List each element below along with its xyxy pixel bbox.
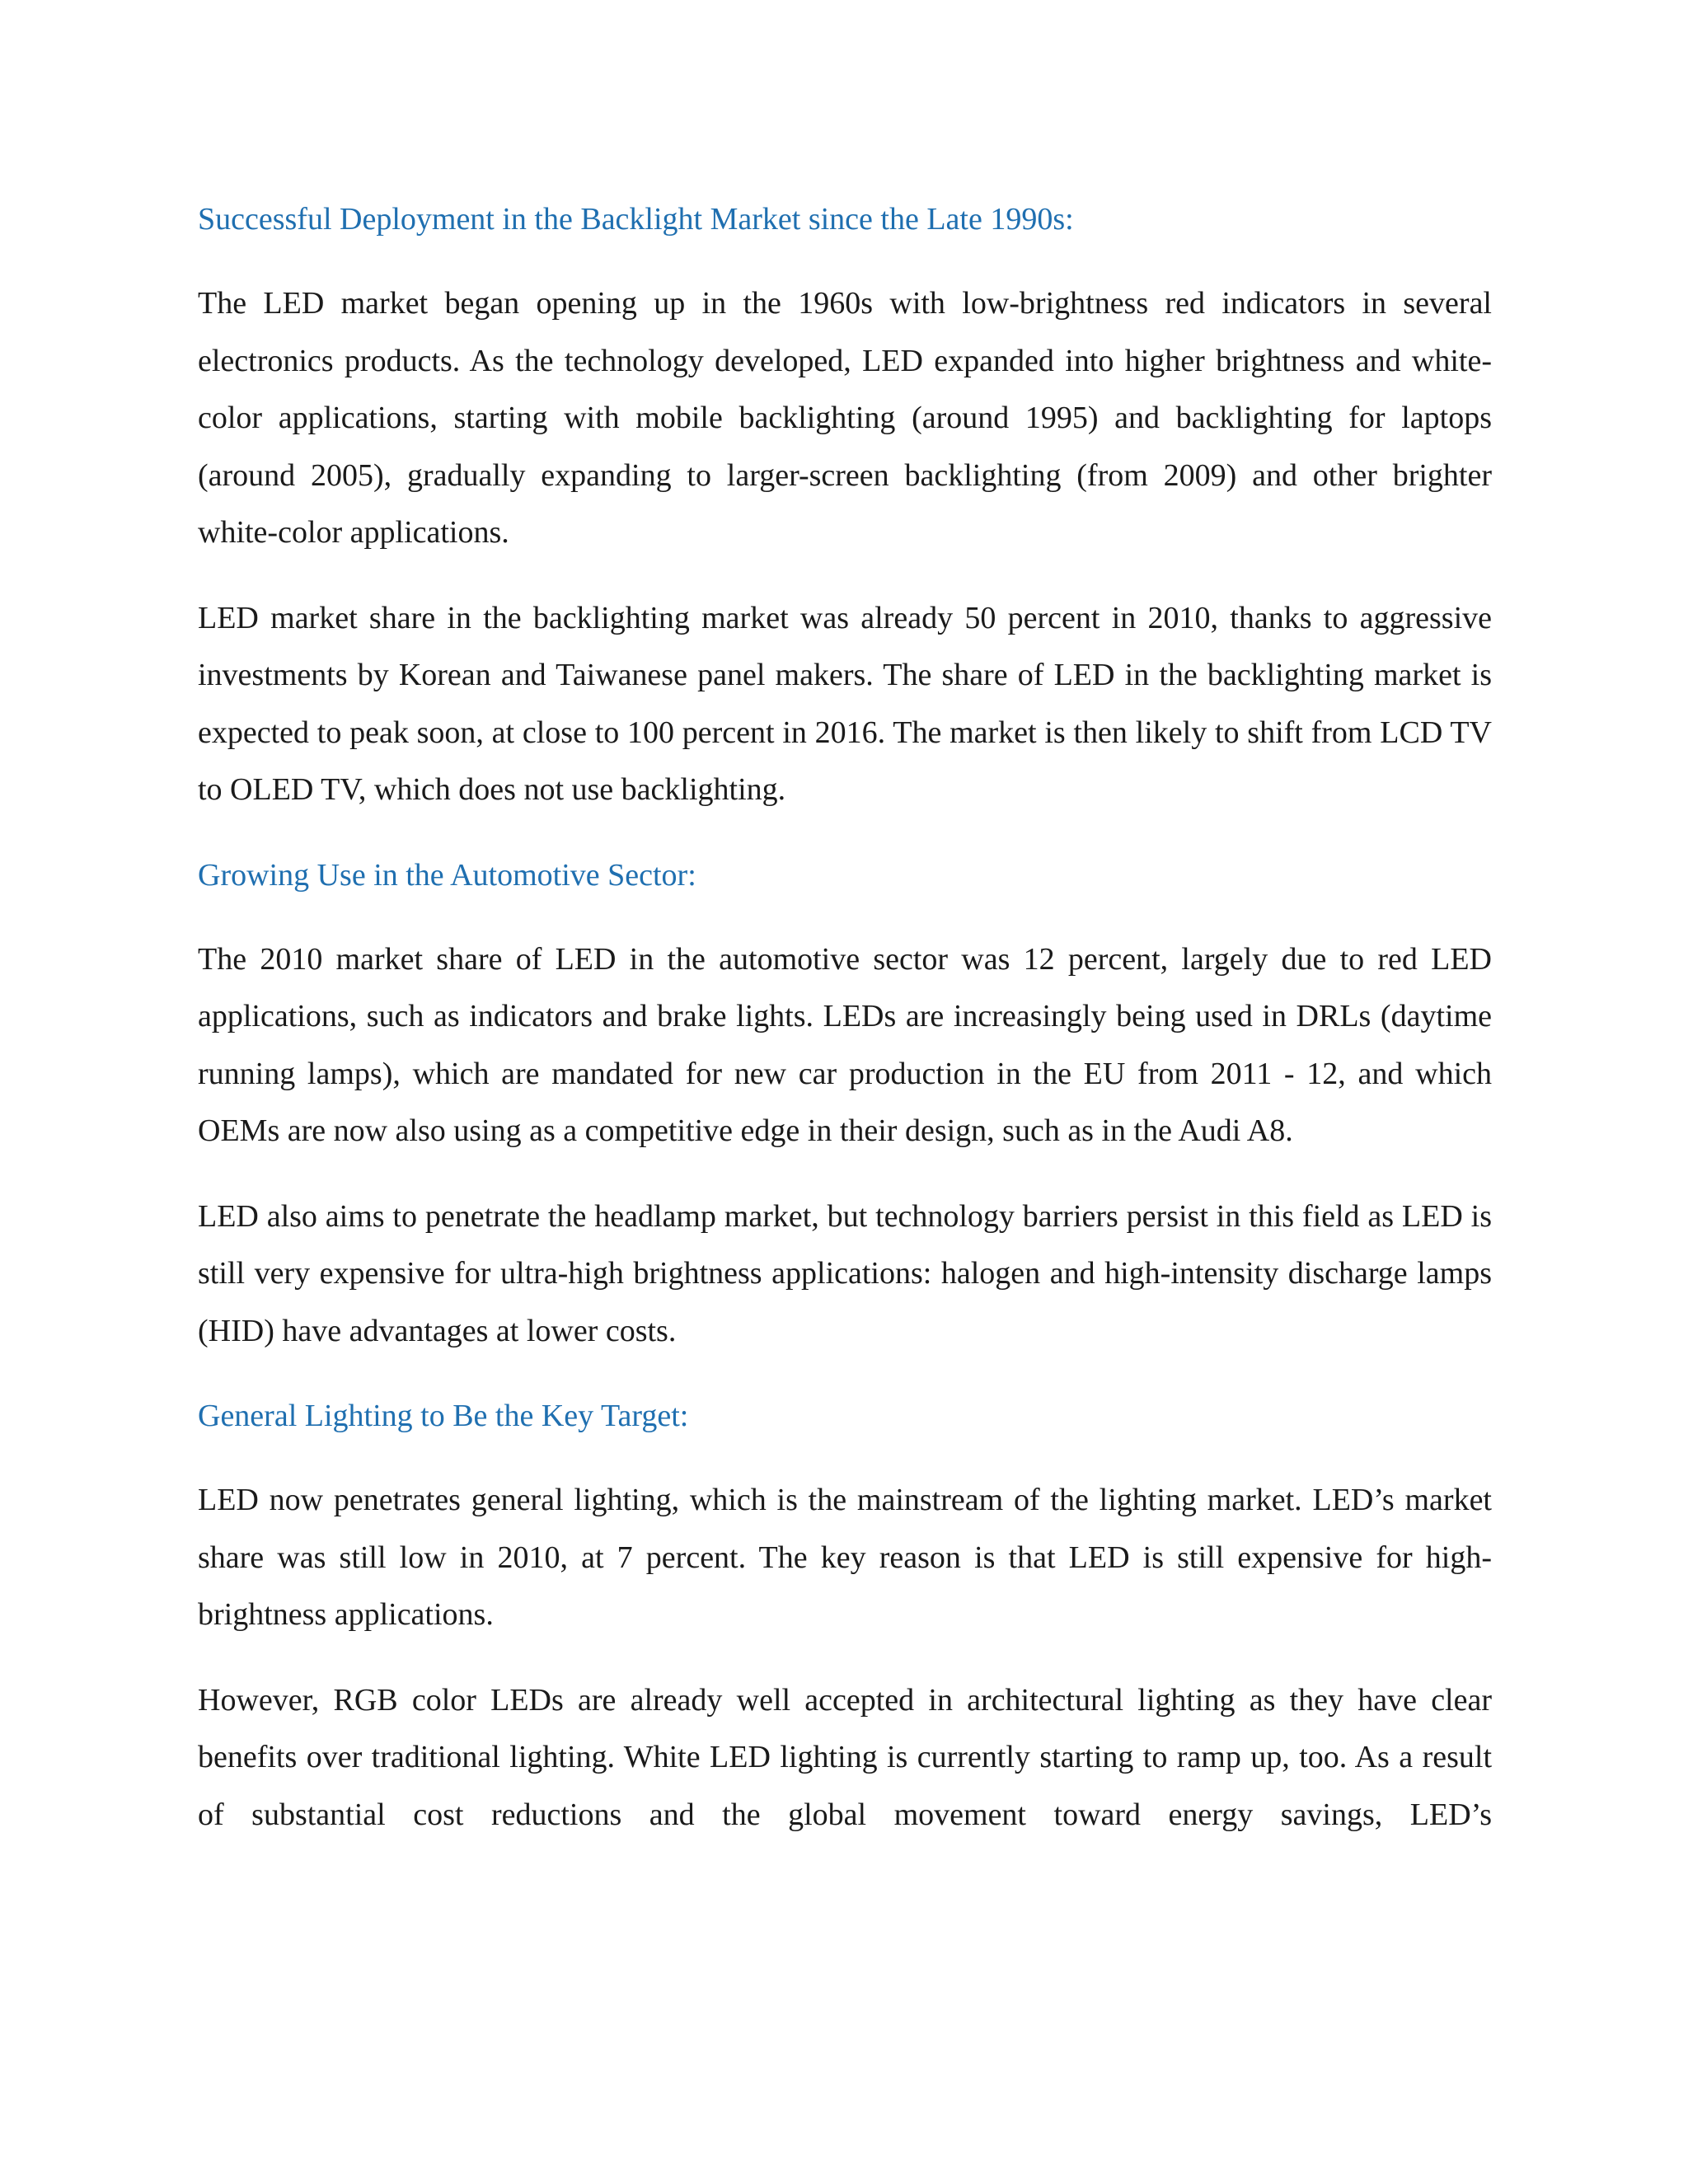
paragraph-backlight-share: LED market share in the backlighting market was already 50 percent in 2010, thanks to aggressive investments by Korean and Taiwanese panel makers. The share of LED in the backlighting market is expected to peak soon, at close to 100 percent in 2016. The market is then likely to shift from LCD TV to OLED TV, which does not use backlighting.	[198, 600, 1492, 807]
paragraph-headlamp: LED also aims to penetrate the headlamp market, but technology barriers persist in this field as LED is still very expensive for ultra-high brightness applications: halogen and high-intensity discharge lamps (HID) have advantages at lower costs.	[198, 1198, 1492, 1348]
document-page	[198, 191, 1492, 1872]
section-heading-general-lighting: General Lighting to Be the Key Target:	[198, 1399, 689, 1433]
paragraph-rgb-leds: However, RGB color LEDs are already well accepted in architectural lighting as they have clear benefits over traditional lighting. White LED lighting is currently starting to ramp up, too. As a result of substantial cost reductions and the global movement toward energy savings, LED’s	[198, 1682, 1492, 1832]
paragraph-led-history: The LED market began opening up in the 1960s with low-brightness red indicators in several electronics products. As the technology developed, LED expanded into higher brightness and white-color applications, starting with mobile backlighting (around 1995) and backlighting for laptops (around 2005), gradually expanding to larger-screen backlighting (from 2009) and other brighter white-color applications.	[198, 286, 1492, 550]
paragraph-general-lighting: LED now penetrates general lighting, which is the mainstream of the lighting market. LED’s market share was still low in 2010, at 7 percent. The key reason is that LED is still expensive for high-brightness applications.	[198, 1483, 1492, 1632]
section-heading-backlight: Successful Deployment in the Backlight Market since the Late 1990s:	[198, 202, 1074, 237]
section-heading-automotive: Growing Use in the Automotive Sector:	[198, 857, 696, 893]
paragraph-automotive-share: The 2010 market share of LED in the automotive sector was 12 percent, largely due to red LED applications, such as indicators and brake lights. LEDs are increasingly being used in DRLs (daytime running lamps), which are mandated for new car production in the EU from 2011 - 12, and which OEMs are now also using as a competitive edge in their design, such as in the Audi A8.	[198, 941, 1492, 1148]
